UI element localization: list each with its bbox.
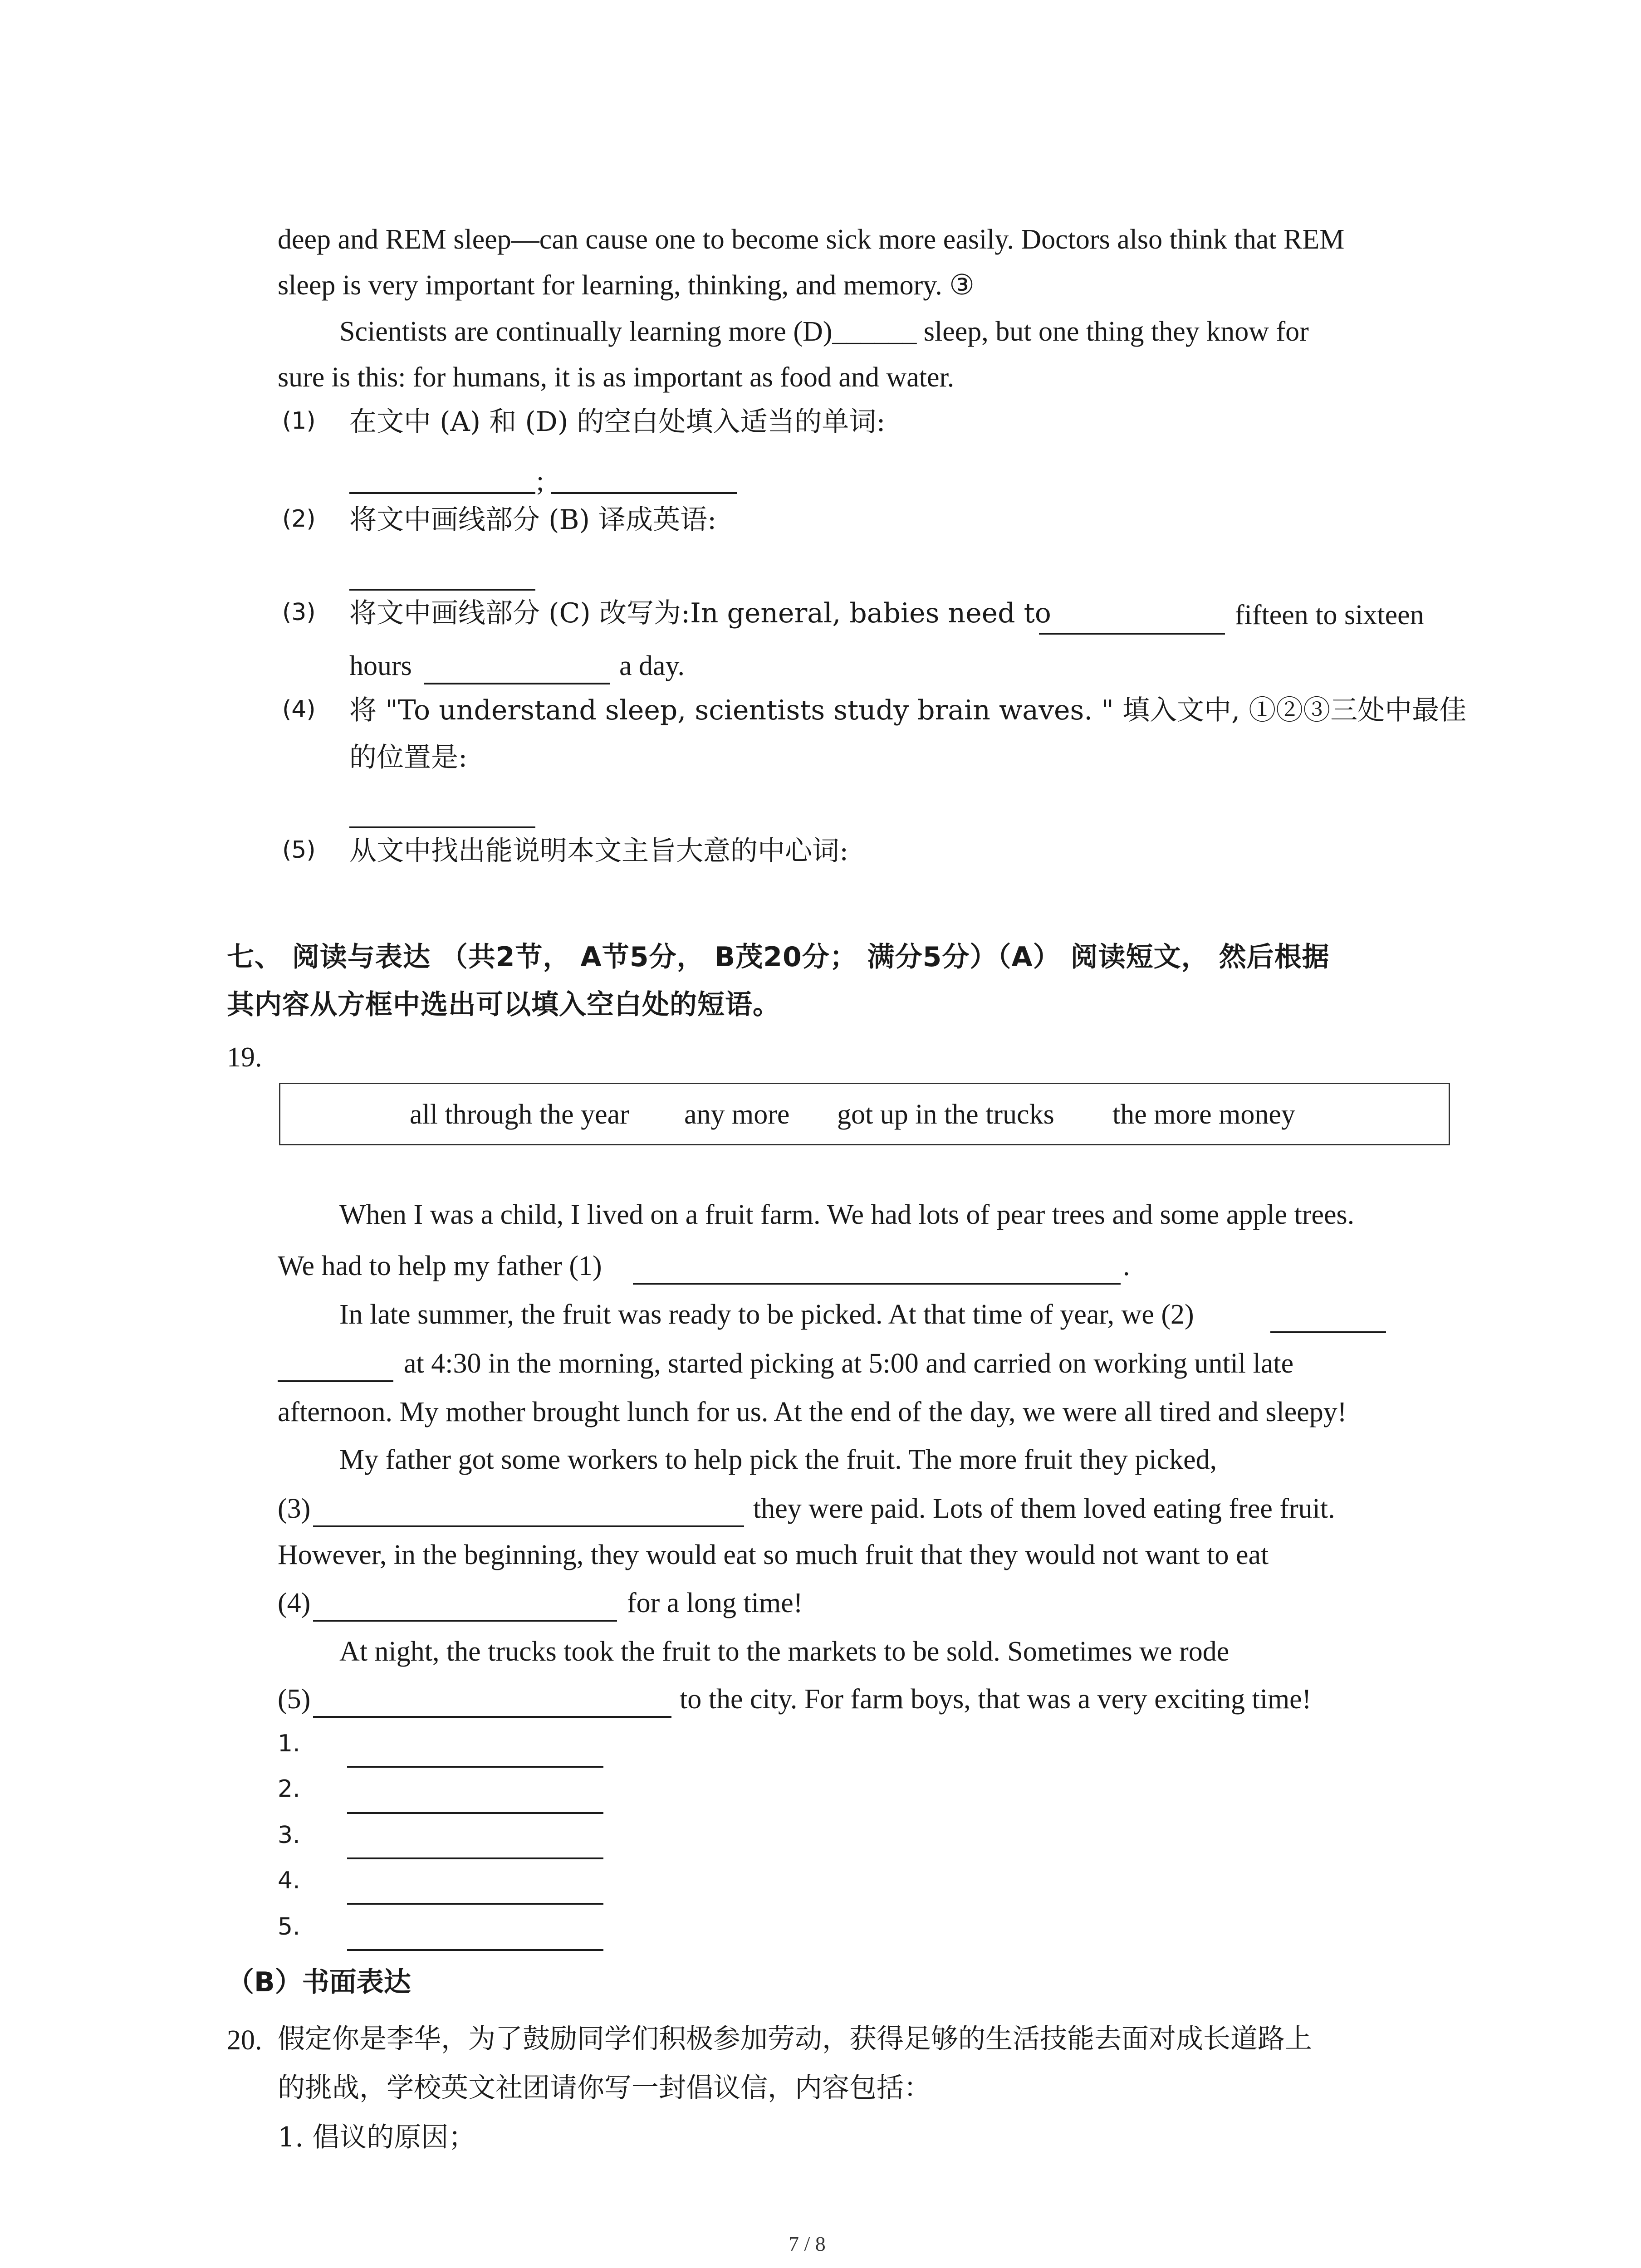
answer-label: 1. <box>278 1730 300 1757</box>
question-text: 将 "To understand sleep, scientists study brain waves. " 填入文中, ①②③三处中最佳 <box>349 694 1467 726</box>
answer-line-2[interactable] <box>347 1812 603 1814</box>
passage-line: In late summer, the fruit was ready to be picked. At that time of year, we (2) <box>339 1299 1194 1330</box>
passage-line: However, in the beginning, they would eat so much fruit that they would not want to eat <box>278 1540 1269 1570</box>
blank-5[interactable] <box>313 1716 671 1718</box>
blank-2[interactable] <box>1270 1331 1386 1333</box>
separator: ; <box>536 466 544 497</box>
passage-line: Scientists are continually learning more (D)______ sleep, but one thing they know for <box>339 316 1309 347</box>
question-text: hours <box>349 650 412 681</box>
passage-line: at 4:30 in the morning, started picking at 5:00 and carried on working until late <box>404 1348 1294 1379</box>
answer-line-4[interactable] <box>347 1903 603 1905</box>
blank-2-cont[interactable] <box>278 1380 393 1382</box>
question-text: 1. 倡议的原因； <box>278 2121 476 2153</box>
section-heading: 其内容从方框中选出可以填入空白处的短语。 <box>227 989 780 1021</box>
phrase-option: got up in the trucks <box>837 1099 1054 1130</box>
answer-line-1[interactable] <box>347 1766 603 1768</box>
question-text: 从文中找出能说明本文主旨大意的中心词: <box>349 835 849 867</box>
passage-line: to the city. For farm boys, that was a very exciting time! <box>680 1684 1312 1715</box>
question-number: 20. <box>227 2025 262 2056</box>
answer-label: 2. <box>278 1775 300 1803</box>
passage-label: (3) <box>278 1493 311 1524</box>
blank-4[interactable] <box>313 1620 617 1622</box>
phrase-option: all through the year <box>410 1099 629 1130</box>
passage-line: My father got some workers to help pick the fruit. The more fruit they picked, <box>339 1444 1217 1475</box>
passage-line: sleep is very important for learning, thinking, and memory. ③ <box>278 270 975 301</box>
passage-line: they were paid. Lots of them loved eating free fruit. <box>753 1493 1335 1524</box>
question-number: (3) <box>282 599 316 626</box>
answer-label: 4. <box>278 1867 300 1894</box>
blank-3[interactable] <box>313 1525 744 1527</box>
answer-label: 5. <box>278 1913 300 1941</box>
answer-line-3[interactable] <box>347 1857 603 1859</box>
passage-line: afternoon. My mother brought lunch for us. At the end of the day, we were all tired and sleepy! <box>278 1397 1347 1427</box>
passage-line: At night, the trucks took the fruit to the markets to be sold. Sometimes we rode <box>339 1636 1230 1667</box>
question-text: 将文中画线部分 (C) 改写为:In general, babies need to <box>349 597 1051 629</box>
answer-blank[interactable] <box>349 492 535 494</box>
answer-blank[interactable] <box>551 492 737 494</box>
question-text: 将文中画线部分 (B) 译成英语: <box>349 504 717 536</box>
section-heading: （B）书面表达 <box>227 1966 411 1998</box>
blank-1[interactable] <box>633 1283 1121 1285</box>
passage-label: (4) <box>278 1588 311 1618</box>
question-number: (5) <box>282 836 316 864</box>
section-heading: 七、 阅读与表达 （共2节， A节5分， B茂20分； 满分5分）（A） 阅读短文， 然后根据 <box>227 941 1330 973</box>
answer-blank[interactable] <box>424 683 610 684</box>
question-text: 在文中 (A) 和 (D) 的空白处填入适当的单词: <box>349 406 886 438</box>
passage-line: deep and REM sleep—can cause one to become sick more easily. Doctors also think that REM <box>278 224 1345 255</box>
answer-blank[interactable] <box>1039 633 1225 635</box>
passage-line: sure is this: for humans, it is as important as food and water. <box>278 362 955 393</box>
passage-punct: . <box>1123 1251 1130 1281</box>
question-text: 的挑战，学校英文社团请你写一封倡议信，内容包括： <box>278 2072 931 2104</box>
passage-label: (5) <box>278 1684 311 1715</box>
question-text: 假定你是李华，为了鼓励同学们积极参加劳动，获得足够的生活技能去面对成长道路上 <box>278 2023 1312 2055</box>
question-text: 的位置是: <box>349 742 468 773</box>
question-text: a day. <box>619 650 685 681</box>
passage-line: for a long time! <box>627 1588 803 1618</box>
question-number: (2) <box>282 505 316 533</box>
question-number: 19. <box>227 1042 262 1073</box>
answer-blank[interactable] <box>349 826 535 828</box>
phrase-option: the more money <box>1112 1099 1295 1130</box>
question-text: fifteen to sixteen <box>1235 600 1424 631</box>
passage-line: When I was a child, I lived on a fruit farm. We had lots of pear trees and some apple trees. <box>339 1199 1355 1230</box>
answer-blank[interactable] <box>349 589 535 591</box>
question-number: (1) <box>282 407 316 435</box>
phrase-option: any more <box>684 1099 790 1130</box>
page-number: 7 / 8 <box>789 2232 826 2255</box>
phrase-box <box>279 1083 1450 1145</box>
passage-line: We had to help my father (1) <box>278 1251 602 1281</box>
answer-label: 3. <box>278 1822 300 1849</box>
question-number: (4) <box>282 696 316 723</box>
answer-line-5[interactable] <box>347 1949 603 1951</box>
